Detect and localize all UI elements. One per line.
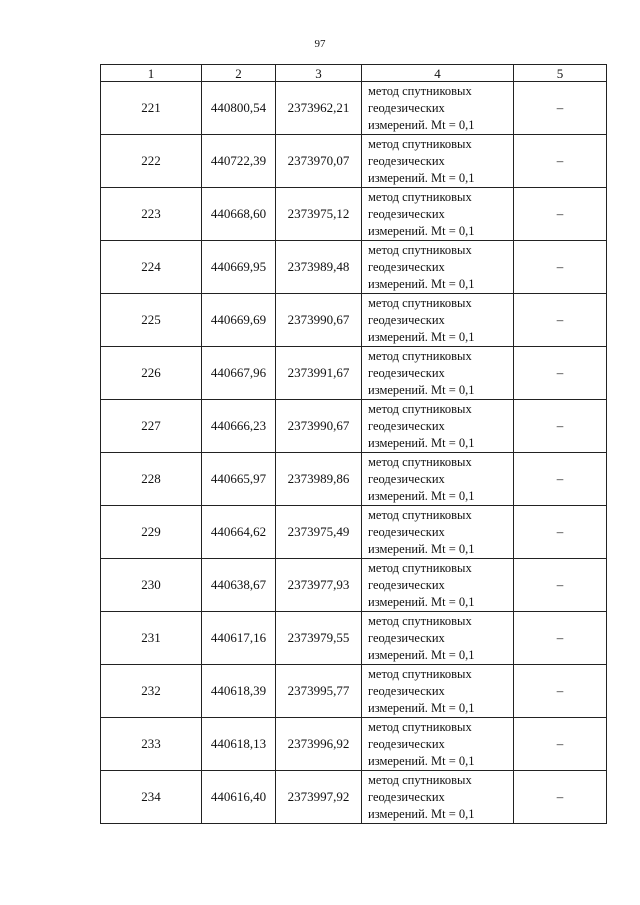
point-number-cell: 226 (101, 347, 202, 400)
method-line: геодезических (368, 736, 445, 751)
method-cell (362, 400, 514, 453)
method-cell (362, 665, 514, 718)
method-line: измерений. Mt = 0,1 (368, 435, 475, 450)
table-row (101, 559, 607, 612)
method-line: метод спутниковых (368, 560, 472, 575)
note-cell: – (514, 665, 607, 718)
method-line: измерений. Mt = 0,1 (368, 170, 475, 185)
table-header (101, 65, 607, 82)
note-cell: – (514, 506, 607, 559)
method-line: измерений. Mt = 0,1 (368, 541, 475, 556)
method-line: метод спутниковых (368, 507, 472, 522)
method-line: измерений. Mt = 0,1 (368, 806, 475, 821)
point-number-cell: 228 (101, 453, 202, 506)
x-coordinate-cell: 440722,39 (202, 135, 276, 188)
method-line: геодезических (368, 100, 445, 115)
method-line: метод спутниковых (368, 613, 472, 628)
table-row (101, 241, 607, 294)
table-row (101, 188, 607, 241)
x-coordinate-cell: 440618,13 (202, 718, 276, 771)
table-row (101, 135, 607, 188)
note-cell: – (514, 82, 607, 135)
point-number-cell: 222 (101, 135, 202, 188)
method-line: измерений. Mt = 0,1 (368, 223, 475, 238)
note-cell: – (514, 453, 607, 506)
method-cell (362, 241, 514, 294)
method-line: геодезических (368, 524, 445, 539)
method-line: измерений. Mt = 0,1 (368, 647, 475, 662)
table-row (101, 453, 607, 506)
point-number-cell: 227 (101, 400, 202, 453)
method-line: метод спутниковых (368, 772, 472, 787)
point-number-cell: 221 (101, 82, 202, 135)
note-cell: – (514, 718, 607, 771)
header-col-1: 1 (101, 65, 202, 82)
method-line: геодезических (368, 577, 445, 592)
x-coordinate-cell: 440616,40 (202, 771, 276, 824)
point-number-cell: 231 (101, 612, 202, 665)
table-row (101, 718, 607, 771)
note-cell: – (514, 559, 607, 612)
x-coordinate-cell: 440665,97 (202, 453, 276, 506)
x-coordinate-cell: 440618,39 (202, 665, 276, 718)
method-line: измерений. Mt = 0,1 (368, 753, 475, 768)
method-line: измерений. Mt = 0,1 (368, 117, 475, 132)
y-coordinate-cell: 2373990,67 (276, 294, 362, 347)
header-col-4: 4 (362, 65, 514, 82)
method-cell (362, 506, 514, 559)
method-cell (362, 135, 514, 188)
header-col-5: 5 (514, 65, 607, 82)
y-coordinate-cell: 2373979,55 (276, 612, 362, 665)
point-number-cell: 234 (101, 771, 202, 824)
method-line: метод спутниковых (368, 295, 472, 310)
table-row (101, 665, 607, 718)
table-row (101, 294, 607, 347)
y-coordinate-cell: 2373990,67 (276, 400, 362, 453)
method-cell (362, 771, 514, 824)
method-line: геодезических (368, 683, 445, 698)
method-line: измерений. Mt = 0,1 (368, 594, 475, 609)
table-row (101, 400, 607, 453)
method-line: метод спутниковых (368, 719, 472, 734)
method-line: метод спутниковых (368, 189, 472, 204)
method-line: измерений. Mt = 0,1 (368, 700, 475, 715)
note-cell: – (514, 135, 607, 188)
method-cell (362, 559, 514, 612)
method-line: геодезических (368, 471, 445, 486)
point-number-cell: 230 (101, 559, 202, 612)
y-coordinate-cell: 2373975,49 (276, 506, 362, 559)
point-number-cell: 224 (101, 241, 202, 294)
method-line: метод спутниковых (368, 401, 472, 416)
method-line: геодезических (368, 789, 445, 804)
x-coordinate-cell: 440800,54 (202, 82, 276, 135)
method-line: геодезических (368, 153, 445, 168)
point-number-cell: 233 (101, 718, 202, 771)
method-line: геодезических (368, 259, 445, 274)
y-coordinate-cell: 2373977,93 (276, 559, 362, 612)
method-cell (362, 718, 514, 771)
y-coordinate-cell: 2373989,48 (276, 241, 362, 294)
note-cell: – (514, 612, 607, 665)
y-coordinate-cell: 2373962,21 (276, 82, 362, 135)
table-row (101, 771, 607, 824)
point-number-cell: 225 (101, 294, 202, 347)
point-number-cell: 223 (101, 188, 202, 241)
y-coordinate-cell: 2373995,77 (276, 665, 362, 718)
header-col-2: 2 (202, 65, 276, 82)
y-coordinate-cell: 2373970,07 (276, 135, 362, 188)
table-row (101, 82, 607, 135)
y-coordinate-cell: 2373989,86 (276, 453, 362, 506)
x-coordinate-cell: 440667,96 (202, 347, 276, 400)
y-coordinate-cell: 2373991,67 (276, 347, 362, 400)
note-cell: – (514, 347, 607, 400)
y-coordinate-cell: 2373996,92 (276, 718, 362, 771)
method-line: измерений. Mt = 0,1 (368, 276, 475, 291)
point-number-cell: 229 (101, 506, 202, 559)
coordinates-table (100, 64, 607, 824)
table-row (101, 612, 607, 665)
y-coordinate-cell: 2373975,12 (276, 188, 362, 241)
header-col-3: 3 (276, 65, 362, 82)
method-line: метод спутниковых (368, 454, 472, 469)
method-cell (362, 82, 514, 135)
header-row (101, 65, 607, 82)
y-coordinate-cell: 2373997,92 (276, 771, 362, 824)
method-line: метод спутниковых (368, 666, 472, 681)
method-line: измерений. Mt = 0,1 (368, 488, 475, 503)
note-cell: – (514, 294, 607, 347)
page-number: 97 (314, 38, 326, 50)
method-line: метод спутниковых (368, 242, 472, 257)
method-line: измерений. Mt = 0,1 (368, 329, 475, 344)
x-coordinate-cell: 440669,95 (202, 241, 276, 294)
x-coordinate-cell: 440668,60 (202, 188, 276, 241)
x-coordinate-cell: 440617,16 (202, 612, 276, 665)
table-row (101, 506, 607, 559)
method-line: измерений. Mt = 0,1 (368, 382, 475, 397)
table-row (101, 347, 607, 400)
x-coordinate-cell: 440669,69 (202, 294, 276, 347)
method-cell (362, 188, 514, 241)
note-cell: – (514, 188, 607, 241)
method-line: метод спутниковых (368, 83, 472, 98)
x-coordinate-cell: 440666,23 (202, 400, 276, 453)
method-cell (362, 453, 514, 506)
method-cell (362, 294, 514, 347)
method-line: геодезических (368, 312, 445, 327)
x-coordinate-cell: 440638,67 (202, 559, 276, 612)
note-cell: – (514, 771, 607, 824)
point-number-cell: 232 (101, 665, 202, 718)
method-line: геодезических (368, 630, 445, 645)
method-line: метод спутниковых (368, 348, 472, 363)
method-line: геодезических (368, 365, 445, 380)
note-cell: – (514, 241, 607, 294)
table-body (101, 82, 607, 824)
method-line: метод спутниковых (368, 136, 472, 151)
method-cell (362, 347, 514, 400)
method-cell (362, 612, 514, 665)
note-cell: – (514, 400, 607, 453)
method-line: геодезических (368, 418, 445, 433)
x-coordinate-cell: 440664,62 (202, 506, 276, 559)
method-line: геодезических (368, 206, 445, 221)
